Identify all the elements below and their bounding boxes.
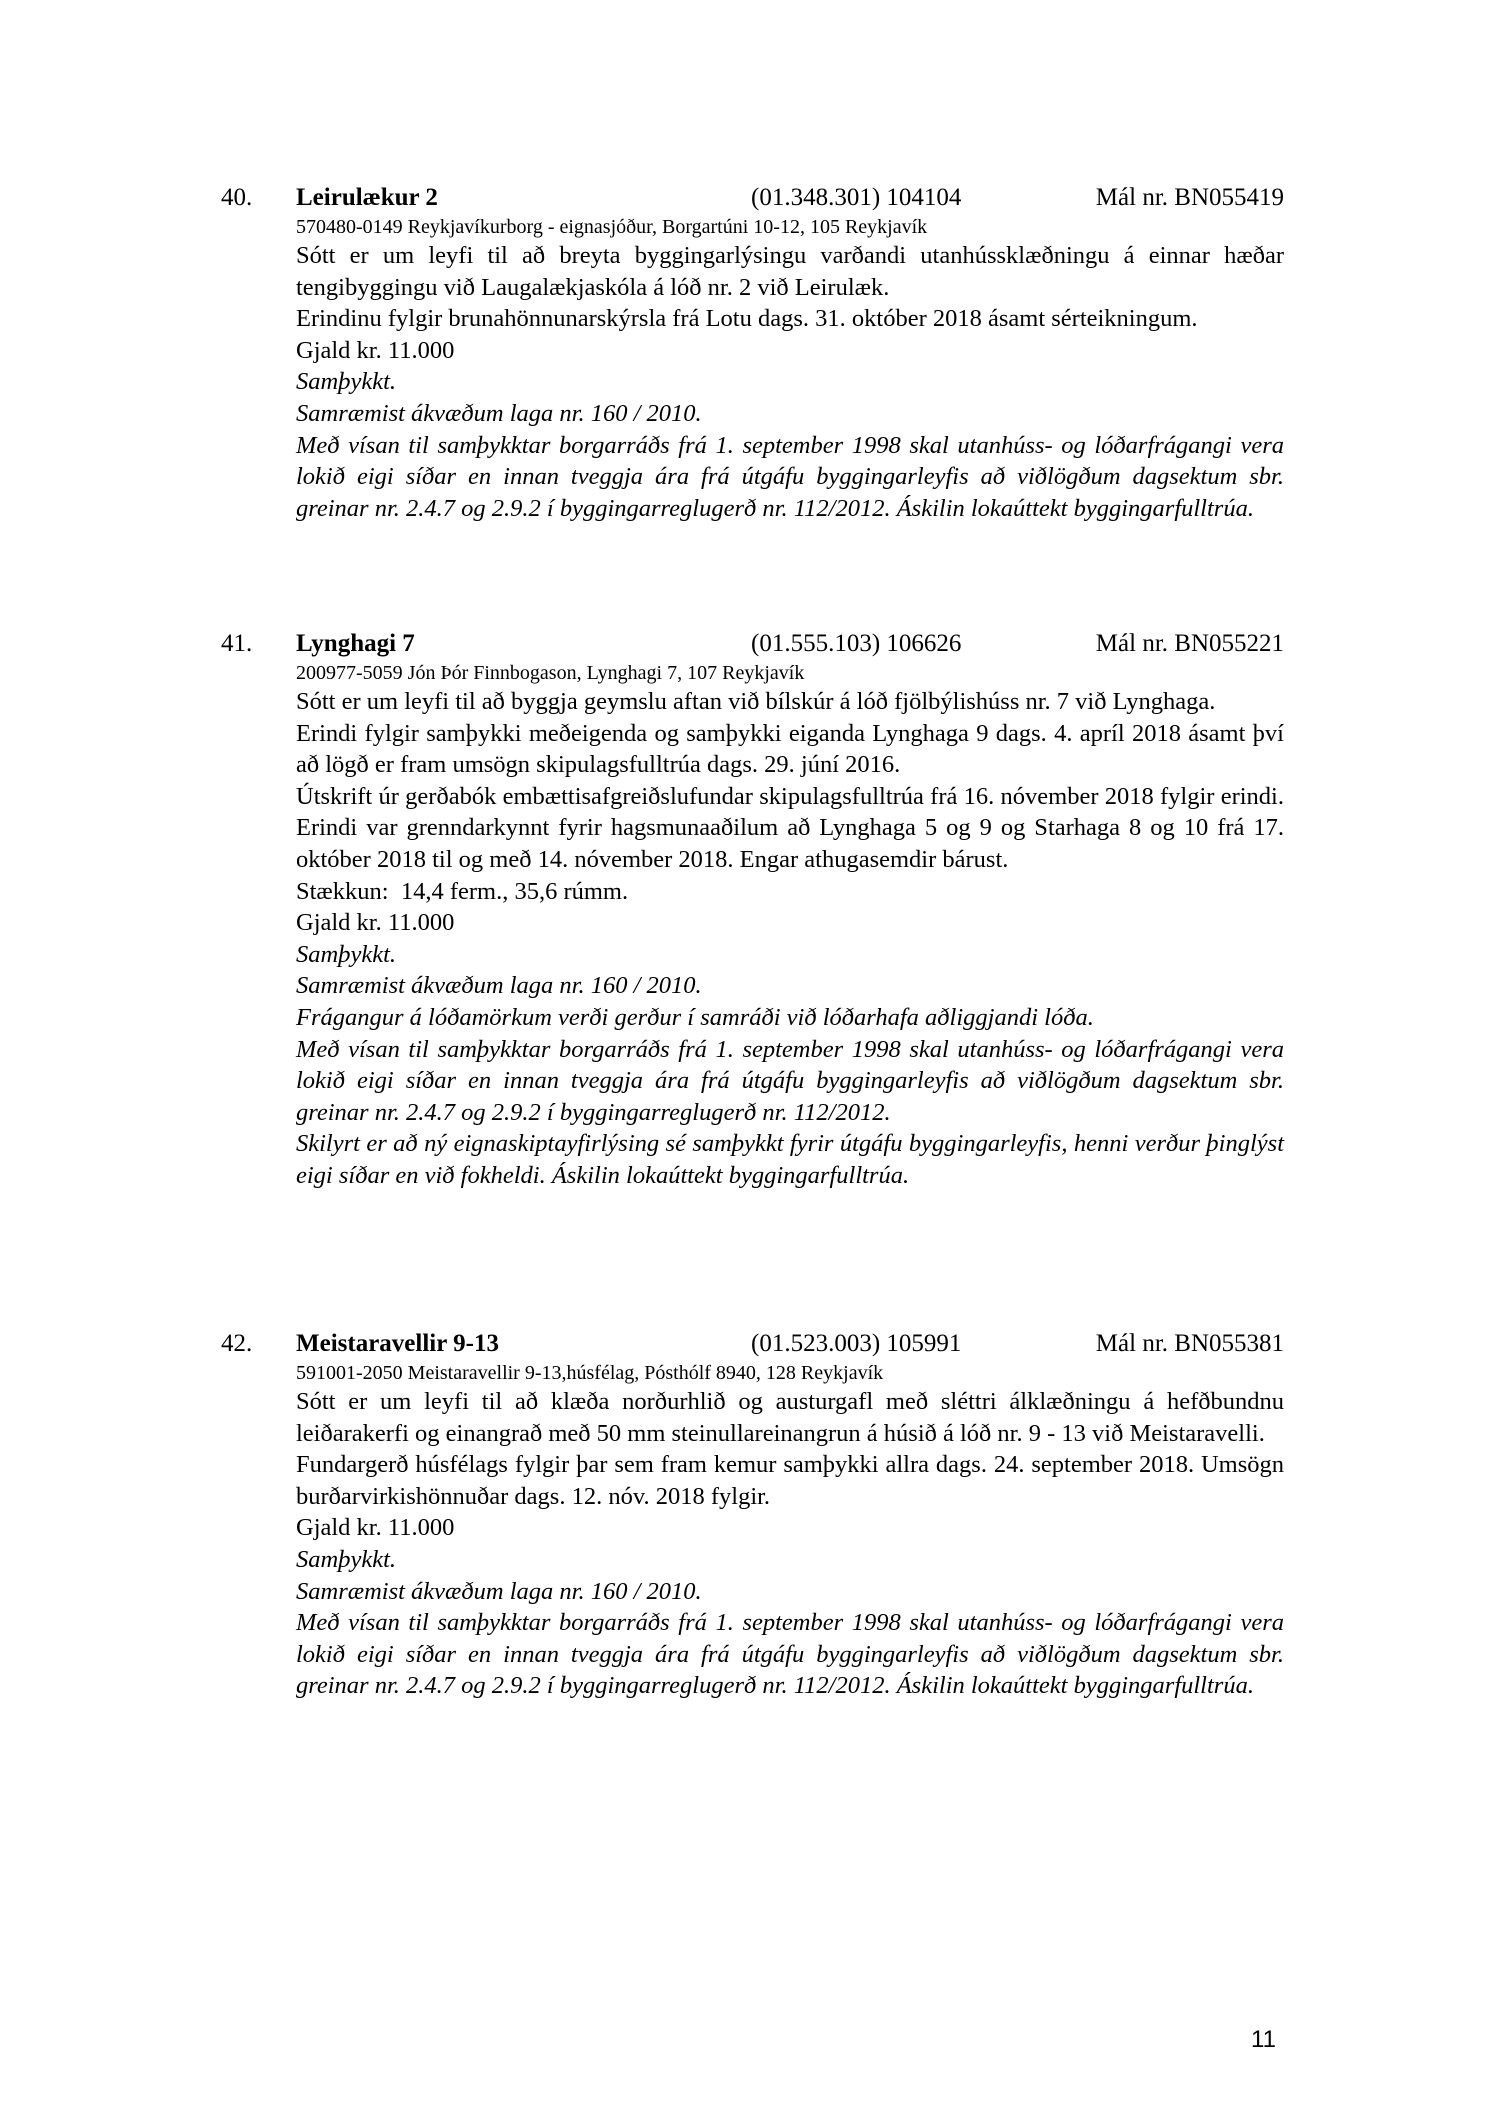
case-body	[296, 1386, 1284, 1702]
case-reference: Mál nr. BN055419	[1095, 184, 1284, 211]
case-body	[296, 686, 1284, 1192]
law-line: Samræmist ákvæðum laga nr. 160 / 2010.	[296, 399, 702, 427]
attachment-paragraph: Fundargerð húsfélags fylgir þar sem fram kemur samþykki allra dags. 24. september 2018. Umsögn burðarvirkishönnuðar dags. 12. nóv. 2018 fylgir.	[296, 1451, 1284, 1510]
description-paragraph: Sótt er um leyfi til að breyta byggingarlýsingu varðandi utanhússklæðningu á einnar hæðar tengibyggingu við Laugalækjaskóla á lóð nr. 2 við Leirulæk.	[296, 242, 1284, 301]
property-id: (01.348.301) 104104	[751, 184, 962, 211]
approval-line: Samþykkt.	[296, 368, 396, 396]
case-header	[221, 628, 1284, 660]
case-40	[221, 182, 1284, 524]
description-paragraph: Sótt er um leyfi til að byggja geymslu aftan við bílskúr á lóð fjölbýlishúss nr. 7 við Lynghaga.	[296, 688, 1216, 715]
page-number: 11	[1251, 2026, 1276, 2053]
fee-line: Gjald kr. 11.000	[296, 336, 455, 364]
approval-line: Samþykkt.	[296, 940, 396, 968]
case-body	[296, 240, 1284, 524]
conditions-paragraph: Með vísan til samþykktar borgarráðs frá 1. september 1998 skal utanhúss- og lóðarfrágangi vera lokið eigi síðar en innan tveggja ára frá útgáfu byggingarleyfis að viðlögðum dagsektum sbr. greinar nr. 2.4.7 og 2.9.2 í byggingarreglugerð nr. 112/2012. Áskilin lokaúttekt byggingarfulltrúa.	[296, 1609, 1284, 1700]
law-line: Samræmist ákvæðum laga nr. 160 / 2010.	[296, 972, 702, 1000]
case-header	[221, 182, 1284, 214]
case-address: Leirulækur 2	[296, 184, 438, 211]
fee-line: Gjald kr. 11.000	[296, 1514, 455, 1542]
attachment-paragraph: Erindi fylgir samþykki meðeigenda og samþykki eiganda Lynghaga 9 dags. 4. apríl 2018 ásamt því að lögð er fram umsögn skipulagsfulltrúa dags. 29. júní 2016.	[296, 719, 1284, 779]
law-line: Samræmist ákvæðum laga nr. 160 / 2010.	[296, 1577, 702, 1605]
applicant: 570480-0149 Reykjavíkurborg - eignasjóður, Borgartúni 10-12, 105 Reykjavík	[296, 216, 928, 238]
enlargement-line: Stækkun: 14,4 ferm., 35,6 rúmm.	[296, 877, 629, 905]
case-42	[221, 1328, 1284, 1702]
case-number: 41.	[221, 630, 253, 657]
description-paragraph: Sótt er um leyfi til að klæða norðurhlið og austurgafl með sléttri álklæðningu á hefðbundnu leiðarakerfi og einangrað með 50 mm steinullareinangrun á húsið á lóð nr. 9 - 13 við Meistaravelli.	[296, 1388, 1284, 1447]
case-41	[221, 628, 1284, 1192]
case-address: Meistaravellir 9-13	[296, 1330, 499, 1357]
property-id: (01.523.003) 105991	[751, 1330, 962, 1357]
property-id: (01.555.103) 106626	[751, 630, 962, 657]
case-reference: Mál nr. BN055381	[1095, 1330, 1284, 1357]
approval-line: Samþykkt.	[296, 1545, 396, 1573]
attachment-paragraph: Erindinu fylgir brunahönnunarskýrsla frá Lotu dags. 31. október 2018 ásamt sérteikningum.	[296, 305, 1198, 333]
case-header	[221, 1328, 1284, 1360]
case-number: 42.	[221, 1330, 253, 1357]
fee-line: Gjald kr. 11.000	[296, 909, 455, 937]
neighbour-notice-paragraph: Útskrift úr gerðabók embættisafgreiðslufundar skipulagsfulltrúa frá 16. nóvember 2018 fylgir erindi. Erindi var grenndarkynnt fyrir hagsmunaaðilum að Lynghaga 5 og 9 og Starhaga 8 og 10 frá 17. október 2018 til og með 14. nóvember 2018. Engar athugasemdir bárust.	[296, 782, 1284, 873]
boundary-line: Frágangur á lóðamörkum verði gerður í samráði við lóðarhafa aðliggjandi lóða.	[296, 1003, 1094, 1031]
conditions-paragraph: Með vísan til samþykktar borgarráðs frá 1. september 1998 skal utanhúss- og lóðarfrágangi vera lokið eigi síðar en innan tveggja ára frá útgáfu byggingarleyfis að viðlögðum dagsektum sbr. greinar nr. 2.4.7 og 2.9.2 í byggingarreglugerð nr. 112/2012. Áskilin lokaúttekt byggingarfulltrúa.	[296, 431, 1284, 522]
case-number: 40.	[221, 184, 253, 211]
case-reference: Mál nr. BN055221	[1095, 630, 1284, 657]
applicant: 591001-2050 Meistaravellir 9-13,húsfélag, Pósthólf 8940, 128 Reykjavík	[296, 1362, 884, 1384]
case-address: Lynghagi 7	[296, 630, 415, 657]
applicant: 200977-5059 Jón Þór Finnbogason, Lynghagi 7, 107 Reykjavík	[296, 662, 805, 684]
ownership-paragraph: Skilyrt er að ný eignaskiptayfirlýsing sé samþykkt fyrir útgáfu byggingarleyfis, henni verður þinglýst eigi síðar en við fokheldi. Áskilin lokaúttekt byggingarfulltrúa.	[296, 1130, 1284, 1189]
conditions-paragraph: Með vísan til samþykktar borgarráðs frá 1. september 1998 skal utanhúss- og lóðarfrágangi vera lokið eigi síðar en innan tveggja ára frá útgáfu byggingarleyfis að viðlögðum dagsektum sbr. greinar nr. 2.4.7 og 2.9.2 í byggingarreglugerð nr. 112/2012.	[296, 1035, 1284, 1126]
